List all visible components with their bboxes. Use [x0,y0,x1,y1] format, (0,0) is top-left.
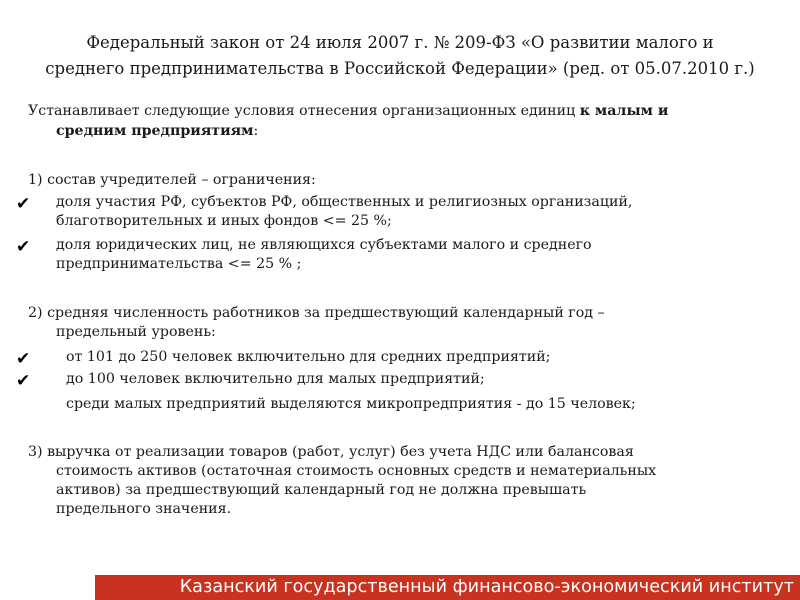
condition-3-line-3: активов) за предшествующий календарный год не должна превышать [56,482,587,498]
condition-1-item-1-line-2: благотворительных и иных фондов <= 25 %; [56,213,392,229]
condition-2-heading-line-2: предельный уровень: [56,324,216,340]
title-line-1: Федеральный закон от 24 июля 2007 г. № 209-ФЗ «О развитии малого и [86,33,714,52]
checkmark-icon: ✔ [16,371,31,391]
intro-colon: : [253,123,259,139]
checkmark-icon: ✔ [16,237,31,257]
condition-3-line-2: стоимость активов (остаточная стоимость основных средств и нематериальных [56,463,657,479]
intro-line-2 [56,122,258,140]
condition-1-heading: 1) состав учредителей – ограничения: [28,172,316,188]
checkmark-icon: ✔ [16,194,31,214]
condition-2-heading-line-1: 2) средняя численность работников за предшествующий календарный год – [28,305,605,321]
condition-2-note: среди малых предприятий выделяются микропредприятия - до 15 человек; [66,396,636,412]
intro-bold-text: к малым и [579,103,669,119]
condition-1-item-1-line-1: доля участия РФ, субъектов РФ, общественных и религиозных организаций, [56,194,633,210]
footer-bar [95,575,800,600]
condition-2-item-1: от 101 до 250 человек включительно для средних предприятий; [66,349,551,365]
checkmark-icon: ✔ [16,349,31,369]
condition-1-item-2-line-2: предпринимательства <= 25 % ; [56,256,302,272]
intro-text: Устанавливает следующие условия отнесения организационных единиц [28,103,580,119]
title-line-2: среднего предпринимательства в Российской Федерации» (ред. от 05.07.2010 г.) [45,59,755,78]
intro-line-1 [28,102,668,120]
condition-1-item-2-line-1: доля юридических лиц, не являющихся субъектами малого и среднего [56,237,592,253]
condition-3-line-4: предельного значения. [56,501,232,517]
intro-bold-text-2: средним предприятиям [56,123,254,139]
footer-institute-name: Казанский государственный финансово-экономический институт [179,577,794,597]
condition-2-item-2: до 100 человек включительно для малых предприятий; [66,371,485,387]
condition-3-line-1: 3) выручка от реализации товаров (работ, услуг) без учета НДС или балансовая [28,444,634,460]
